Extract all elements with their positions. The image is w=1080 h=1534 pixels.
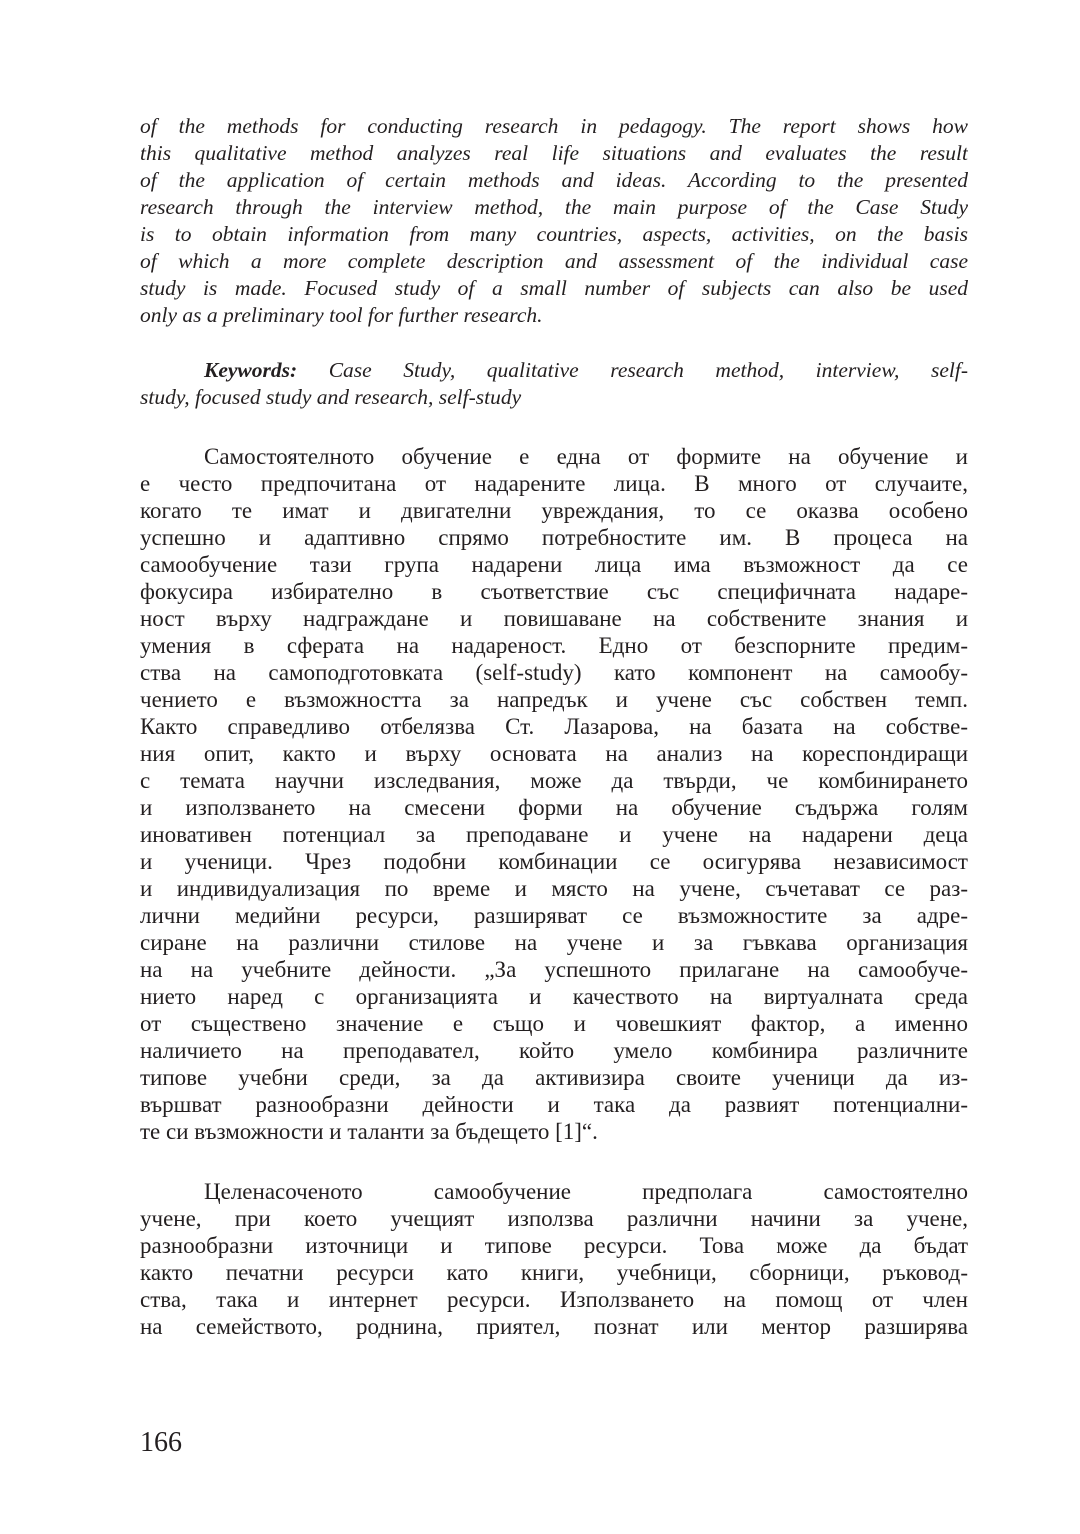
abstract bbox=[140, 113, 968, 329]
text-line: както печатни ресурси като книги, учебници, сборници, ръковод- bbox=[140, 1260, 968, 1285]
text-line: самообучение тази група надарени лица има възможност да се bbox=[140, 552, 968, 577]
keywords bbox=[140, 357, 968, 411]
text-line: ства на самоподготовката (self-study) като компонент на самообу- bbox=[140, 660, 968, 685]
text-line: ния опит, както и върху основата на анализ на кореспондиращи bbox=[140, 741, 968, 766]
text-line: Както справедливо отбелязва Ст. Лазарова, на базата на собстве- bbox=[140, 714, 968, 739]
keywords-line: study, focused study and research, self-study bbox=[140, 385, 522, 409]
text-line: of which a more complete description and assessment of the individual case bbox=[140, 249, 968, 273]
text-line: only as a preliminary tool for further research. bbox=[140, 303, 543, 327]
text-line: фокусира избирателно в съответствие със специфичната надаре- bbox=[140, 579, 968, 604]
text-line: учене, при което учещият използва различни начини за учене, bbox=[140, 1206, 968, 1231]
text-line: сиране на различни стилове на учене и за гъвкава организация bbox=[140, 930, 968, 955]
text-line: от съществено значение е също и човешкият фактор, а именно bbox=[140, 1011, 968, 1036]
text-line: иновативен потенциал за преподаване и учене на надарени деца bbox=[140, 822, 968, 847]
text-line: ност върху надграждане и повишаване на собствените знания и bbox=[140, 606, 968, 631]
text-line: нието наред с организацията и качеството на виртуалната среда bbox=[140, 984, 968, 1009]
text-line: когато те имат и двигателни увреждания, то се оказва особено bbox=[140, 498, 968, 523]
text-line: Целенасоченото самообучение предполага самостоятелно bbox=[204, 1179, 968, 1204]
text-line: и използването на смесени форми на обучение съдържа голям bbox=[140, 795, 968, 820]
text-line: of the methods for conducting research in pedagogy. The report shows how bbox=[140, 114, 968, 138]
text-line: вършват разнообразни дейности и така да развият потенциални- bbox=[140, 1092, 968, 1117]
text-line: of the application of certain methods and ideas. According to the presented bbox=[140, 168, 968, 192]
keywords-label: Keywords: bbox=[204, 358, 298, 382]
keywords-text: Case Study, qualitative research method, interview, self- bbox=[297, 358, 968, 382]
text-line: is to obtain information from many countries, aspects, activities, on the basis bbox=[140, 222, 968, 246]
text-line: наличието на преподавател, който умело комбинира различните bbox=[140, 1038, 968, 1063]
text-line: ства, така и интернет ресурси. Използването на помощ от член bbox=[140, 1287, 968, 1312]
page-number: 166 bbox=[140, 1427, 182, 1458]
text-line: с темата научни изследвания, може да твърди, че комбинирането bbox=[140, 768, 968, 793]
text-line: умения в сферата на надареност. Едно от безспорните предим- bbox=[140, 633, 968, 658]
text-line: успешно и адаптивно спрямо потребностите им. В процеса на bbox=[140, 525, 968, 550]
text-line: Самостоятелното обучение е една от формите на обучение и bbox=[204, 444, 968, 469]
body-paragraph-2 bbox=[140, 1178, 968, 1340]
text-line: типове учебни среди, за да активизира своите ученици да из- bbox=[140, 1065, 968, 1090]
text-line: разнообразни източници и типове ресурси. Това може да бъдат bbox=[140, 1233, 968, 1258]
text-line: е често предпочитана от надарените лица. В много от случаите, bbox=[140, 471, 968, 496]
body-paragraph-1 bbox=[140, 443, 968, 1145]
text-line: на на учебните дейности. „За успешното прилагане на самообуче- bbox=[140, 957, 968, 982]
text-line: лични медийни ресурси, разширяват се възможностите за адре- bbox=[140, 903, 968, 928]
text-line: study is made. Focused study of a small number of subjects can also be used bbox=[140, 276, 968, 300]
text-line: и индивидуализация по време и място на учене, съчетават се раз- bbox=[140, 876, 968, 901]
text-line: и ученици. Чрез подобни комбинации се осигурява независимост bbox=[140, 849, 968, 874]
text-line: на семейството, роднина, приятел, познат или ментор разширява bbox=[140, 1314, 968, 1339]
text-line: чението е възможността за напредък и учене със собствен темп. bbox=[140, 687, 968, 712]
text-line: this qualitative method analyzes real life situations and evaluates the result bbox=[140, 141, 968, 165]
text-line: те си възможности и таланти за бъдещето [1]“. bbox=[140, 1119, 598, 1144]
keywords-line bbox=[140, 357, 968, 384]
text-line: research through the interview method, the main purpose of the Case Study bbox=[140, 195, 968, 219]
